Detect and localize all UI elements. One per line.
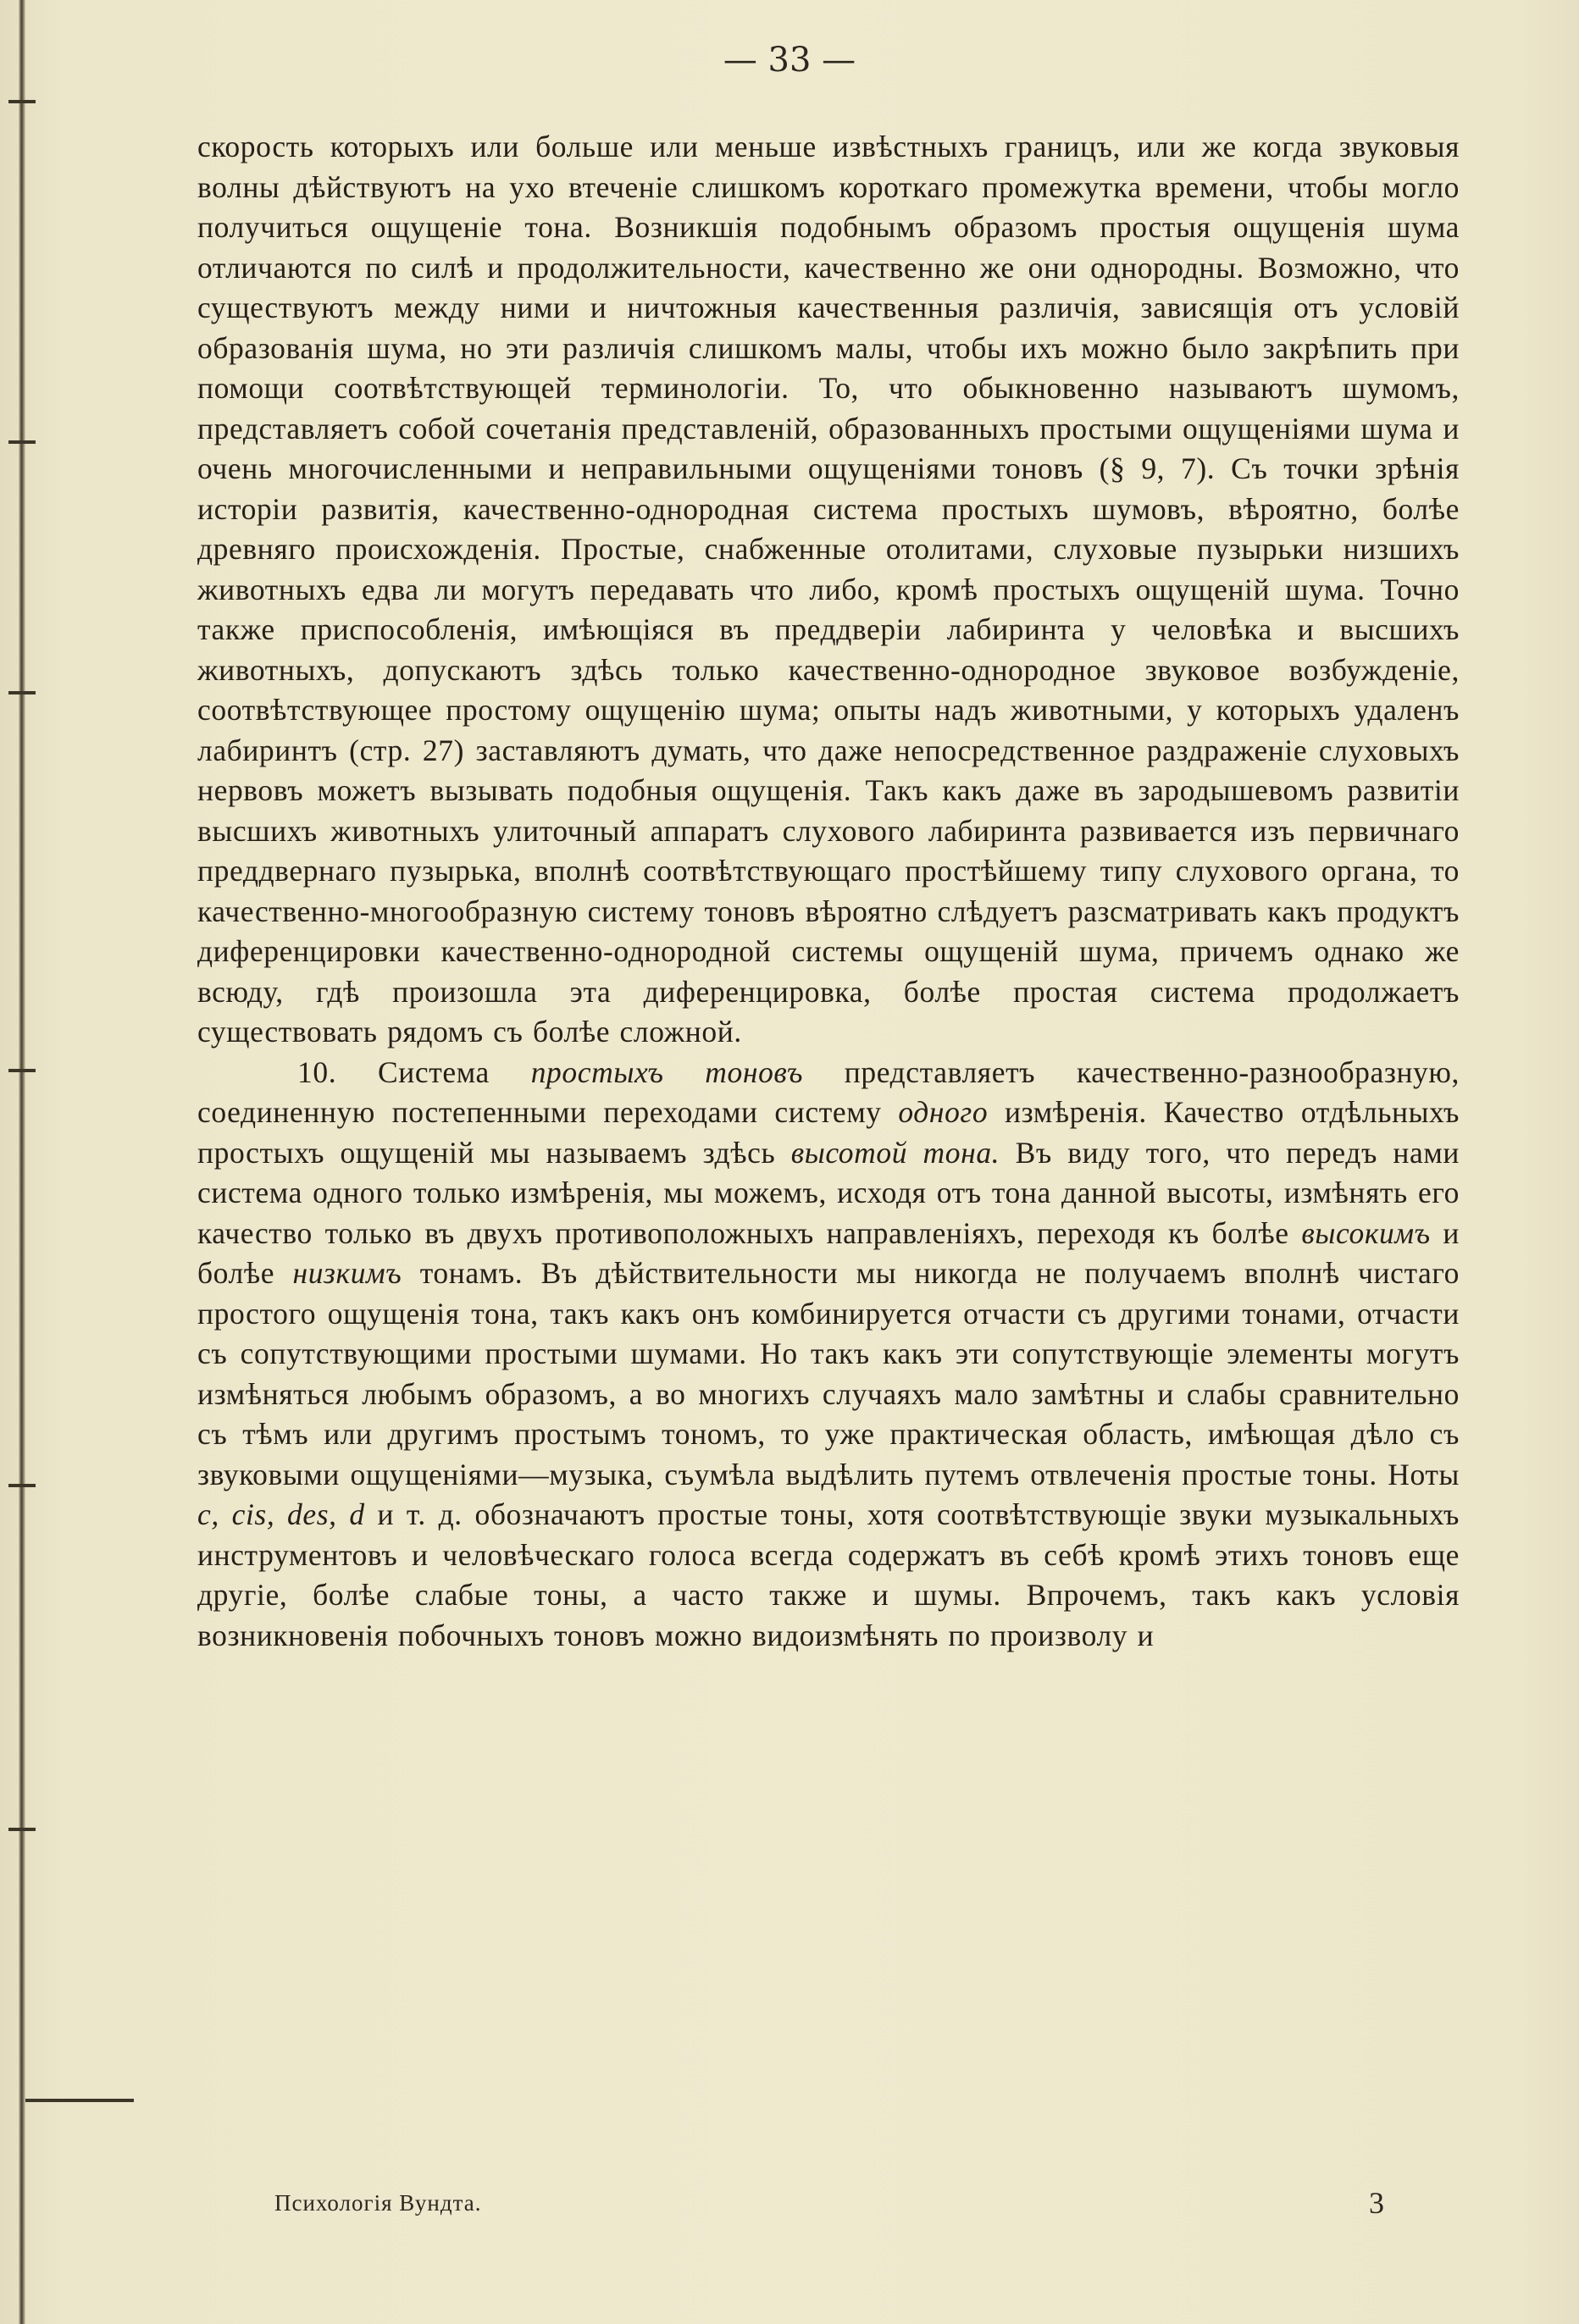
binding-thread bbox=[8, 100, 36, 103]
page-footer bbox=[274, 2186, 1384, 2220]
paragraph bbox=[197, 1053, 1460, 1657]
binding-thread bbox=[8, 691, 36, 694]
italic-term: c, cis, des, d bbox=[197, 1497, 365, 1531]
italic-term: простыхъ тоновъ bbox=[530, 1054, 803, 1089]
italic-term: высотой тона. bbox=[790, 1135, 1000, 1170]
signature-mark: 3 bbox=[1369, 2186, 1384, 2220]
text-run: тонамъ. Въ дѣйствительности мы никогда не получаемъ вполнѣ чистаго простого ощущенія тона, такъ какъ онъ комбинируется отчасти съ другими тонами, отчасти съ сопутствующими простыми шумами. Но такъ какъ эти сопутствующіе элементы могутъ измѣняться любымъ образомъ, а во многихъ случаяхъ мало замѣтны и слабы сравнительно съ тѣмъ или другимъ простымъ тономъ, то уже практическая область, имѣющая дѣло съ звуковыми ощущеніями—музыка, съумѣла выдѣлить путемъ отвлеченія простые тоны. Ноты bbox=[197, 1256, 1460, 1491]
running-footer-title: Психологія Вундта. bbox=[274, 2190, 482, 2216]
paragraph bbox=[197, 127, 1460, 1053]
binding-thread bbox=[8, 1069, 36, 1072]
text-run: скорость которыхъ или больше или меньше извѣстныхъ границъ, или же когда звуковыя волны дѣйствуютъ на ухо втеченіе слишкомъ короткаго промежутка времени, чтобы могло получиться ощущеніе тона. Возникшія подобнымъ образомъ простыя ощущенія шума отличаются по силѣ и продолжительности, качественно же они однородны. Возможно, что существуютъ между ними и ничтожныя качественныя различія, зависящія отъ условій образованія шума, но эти различія слишкомъ малы, чтобы ихъ можно было закрѣпить при помощи соотвѣтствующей терминологіи. То, что обыкновенно называютъ шумомъ, представляетъ собой сочетанія представленій, образованныхъ простыми ощущеніями шума и очень многочисленными и неправильными ощущеніями тоновъ (§ 9, 7). Съ точки зрѣнія исторіи развитія, качественно-однородная система простыхъ шумовъ, вѣроятно, болѣе древняго происхожденія. Простые, снабженные отолитами, слуховые пузырьки низшихъ животныхъ едва ли могутъ передавать что либо, кромѣ простыхъ ощущеній шума. Точно также приспособленія, имѣющіяся въ преддверіи лабиринта у человѣка и высшихъ животныхъ, допускаютъ здѣсь только качественно-однородное звуковое возбужденіе, соотвѣтствующее простому ощущенію шума; опыты надъ животными, у которыхъ удаленъ лабиринтъ (стр. 27) заставляютъ думать, что даже непосредственное раздраженіе слуховыхъ нервовъ можетъ вызывать подобныя ощущенія. Такъ какъ даже въ зародышевомъ развитіи высшихъ животныхъ улиточный аппаратъ слухового лабиринта развивается изъ первичнаго преддвернаго пузырька, вполнѣ соотвѣтствующаго простѣйшему типу слухового органа, то качественно-многообразную систему тоновъ вѣроятно слѣдуетъ разсматривать какъ продуктъ диференцировки качественно-однородной системы ощущеній шума, причемъ однако же всюду, гдѣ произошла эта диференцировка, болѣе простая система продолжаетъ существовать рядомъ съ болѣе сложной. bbox=[197, 130, 1460, 1049]
text-run: Въ виду того, что передъ нами система одного только измѣренія, мы можемъ, исходя отъ тона данной высоты, измѣнять его качество только въ двухъ противоположныхъ направленіяхъ, переходя къ болѣе bbox=[197, 1135, 1460, 1250]
page-number-header: — 33 — bbox=[723, 41, 856, 80]
binding-thread bbox=[25, 2099, 134, 2102]
text-run: 10. Система bbox=[297, 1054, 531, 1089]
binding-thread bbox=[8, 1484, 36, 1487]
binding-thread bbox=[8, 1828, 36, 1831]
page-binding-edge bbox=[19, 0, 25, 2324]
italic-term: одного bbox=[898, 1095, 989, 1129]
text-run: измѣренія. Качество отдѣльныхъ простыхъ ощущеній мы называемъ здѣсь bbox=[197, 1095, 1460, 1170]
italic-term: высокимъ bbox=[1301, 1215, 1431, 1250]
text-run: представляетъ качественно-разнообразную, соединенную постепенными переходами систему bbox=[197, 1054, 1460, 1129]
italic-term: низкимъ bbox=[292, 1256, 402, 1290]
binding-thread bbox=[8, 440, 36, 444]
text-run: и болѣе bbox=[197, 1215, 1460, 1290]
page-body-text bbox=[197, 127, 1460, 1656]
text-run: и т. д. обозначаютъ простые тоны, хотя соотвѣтствующіе звуки музыкальныхъ инструментовъ и человѣческаго голоса всегда содержатъ въ себѣ кромѣ этихъ тоновъ еще другіе, болѣе слабые тоны, а часто также и шумы. Впрочемъ, такъ какъ условія возникновенія побочныхъ тоновъ можно видоизмѣнять по произволу и bbox=[197, 1497, 1460, 1652]
